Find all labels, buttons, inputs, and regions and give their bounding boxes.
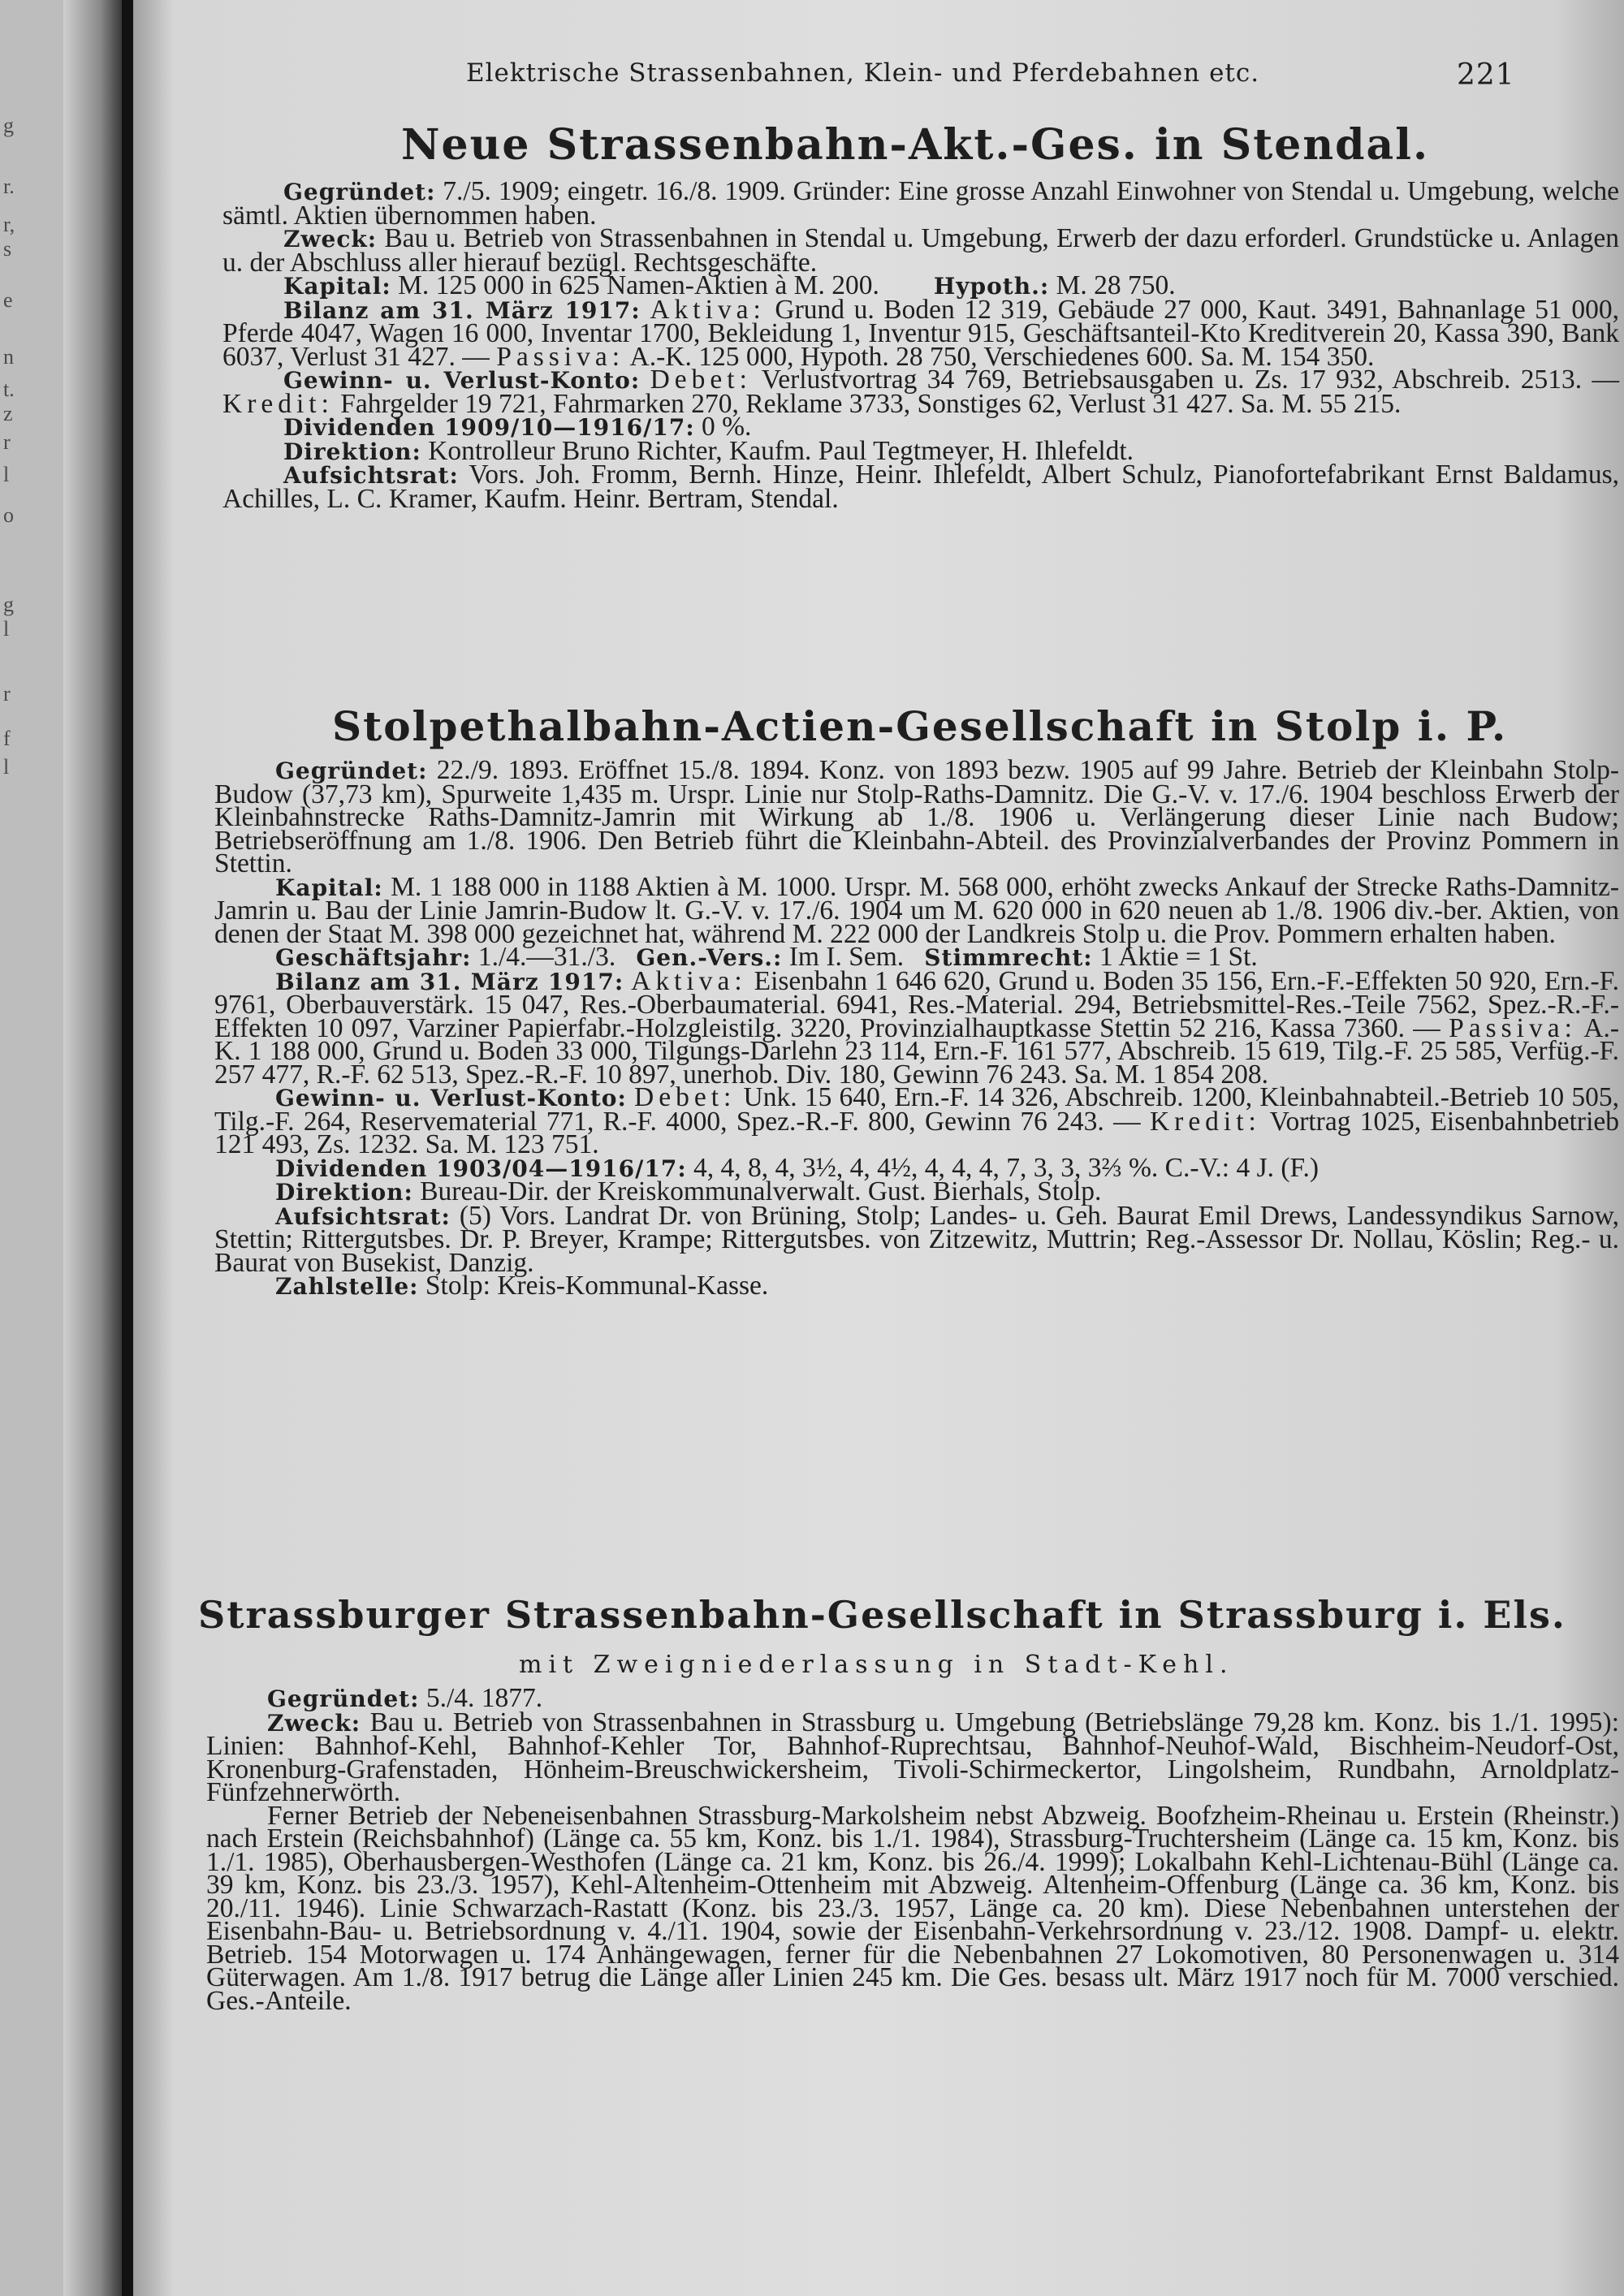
company-subtitle-strassburg: mit Zweigniederlassung in Stadt-Kehl.: [519, 1651, 1234, 1679]
prev-page-fragment: r,: [3, 213, 15, 236]
prev-page-fragment: s: [3, 237, 12, 261]
prev-page-fragment: f: [3, 727, 11, 750]
prev-page-fragment: l: [3, 463, 10, 486]
field-label: Gegründet:: [267, 1685, 420, 1712]
company-title-strassburg: Strassburger Strassenbahn-Gesellschaft in Strassburg i. Els.: [198, 1593, 1566, 1637]
field-text: 1./4.—31./3.: [477, 942, 616, 972]
prev-page-fragment: t.: [3, 378, 15, 401]
field-label: Gewinn- u. Verlust-Konto:: [283, 367, 641, 394]
field-label: Bilanz am 31. März 1917:: [283, 296, 641, 324]
field-text: Bureau-Dir. der Kreiskommunalverwalt. Gust. Bierhals, Stolp.: [420, 1176, 1102, 1206]
prev-page-fragment: g: [3, 114, 14, 137]
field-text: M. 28 750.: [1056, 270, 1176, 300]
field-text: Vortrag 1025, Eisenbahnbetrieb 121 493, Zs. 1232. Sa. M. 123 751.: [214, 1106, 1620, 1159]
field-text: Kontrolleur Bruno Richter, Kaufm. Paul Tegtmeyer, H. Ihlefeldt.: [428, 435, 1134, 466]
field-text: Verlustvortrag 34 769, Betriebsausgaben u. Zs. 17 932, Abschreib. 2513. —: [761, 365, 1620, 395]
field-sublabel: Debet:: [650, 365, 752, 395]
paragraph-text: Ferner Betrieb der Nebeneisenbahnen Strassburg-Markolsheim nebst Abzweig. Boofzheim-Rheinau u. Erstein (Rheinstr.) nach Erstein (Reichsbahnhof) (Länge ca. 55 km, Konz. bis 1./1. 1984), Strassburg-Truchtersheim (Länge ca. 15 km, Konz. bis 1./1. 1985), Oberhausbergen-Westhofen (Länge ca. 21 km, Konz. bis 26./4. 1999); Lokalbahn Kehl-Lichtenau-Bühl (Länge ca. 39 km, Konz. bis 23./3. 1957), Kehl-Altenheim-Ottenheim mit Abzweig. Altenheim-Offenburg (Länge ca. 36 km, Konz. bis 20./11. 1946). Linie Schwarzach-Rastatt (Konz. bis 23./3. 1957, Länge ca. 20 km). Diese Nebenbahnen unterstehen der Eisenbahn-Bau- u. Betriebsordnung v. 4./11. 1904, sowie der Eisenbahn-Verkehrsordnung v. 23./12. 1908. Dampf- u. elektr. Betrieb. 154 Motorwagen u. 174 Anhängewagen, ferner für die Nebenbahnen 27 Lokomotiven, 80 Personenwagen u. 314 Güterwagen. Am 1./8. 1917 betrug die Länge aller Linien 245 km. Die Ges. besass ult. März 1917 noch für M. 7000 verschied. Ges.-Anteile.: [206, 1800, 1619, 2016]
company-entry-stendal: [222, 176, 1620, 514]
field-label: Zahlstelle:: [275, 1273, 419, 1300]
field-sublabel: Aktiva:: [631, 965, 747, 996]
field-label: Direktion:: [283, 438, 421, 465]
field-label: Dividenden 1909/10—1916/17:: [283, 414, 695, 441]
field-label: Direktion:: [275, 1179, 413, 1206]
field-text: A.-K. 1 188 000, Grund u. Boden 33 000, Tilgungs-Darlehn 23 114, Ern.-F. 161 577, Abschreib. 15 619, Tilg.-F. 25 585, Verfüg.-F. 257 477, R.-F. 62 513, Spez.-R.-F. 10 897, unerhob. Div. 180, Gewinn 76 243. Sa. M. 1 854 208.: [214, 1012, 1620, 1090]
prev-page-fragment: r.: [3, 175, 15, 198]
field-label: Kapital:: [275, 874, 383, 901]
field-label: Geschäftsjahr:: [275, 944, 472, 971]
field-text: 0 %.: [702, 412, 752, 442]
prev-page-fragment: g: [3, 593, 14, 616]
field-text: Vors. Joh. Fromm, Bernh. Hinze, Heinr. Ihlefeldt, Albert Schulz, Pianofortefabrikant Ernst Baldamus, Achilles, L. C. Kramer, Kaufm. Heinr. Bertram, Stendal.: [222, 460, 1620, 514]
prev-page-fragment: r: [3, 682, 11, 706]
field-text: M. 125 000 in 625 Namen-Aktien à M. 200.: [398, 270, 879, 300]
prev-page-fragment: e: [3, 288, 13, 312]
field-text: Bau u. Betrieb von Strassenbahnen in Stendal u. Umgebung, Erwerb der dazu erforderl. Grundstücke u. Anlagen u. der Abschluss aller hierauf bezügl. Rechtsgeschäfte.: [222, 223, 1619, 278]
field-text: M. 1 188 000 in 1188 Aktien à M. 1000. Urspr. M. 568 000, erhöht zwecks Ankauf der Strecke Raths-Damnitz-Jamrin u. Bau der Linie Jamrin-Budow lt. G.-V. v. 17./6. 1904 um M. 620 000 in 620 neuen ab 1./8. 1906 div.-ber. Aktien, von denen der Staat M. 398 000 gezeichnet hat, während M. 222 000 der Landkreis Stolp u. die Prov. Pommern erhalten haben.: [214, 871, 1619, 949]
field-text: Grund u. Boden 12 319, Gebäude 27 000, Kaut. 3491, Bahnanlage 51 000, Pferde 4047, Wagen 16 000, Inventar 1700, Bekleidung 1, Inventur 915, Geschäftsanteil-Kto Kreditverein 20, Kassa 390, Bank 6037, Verlust 31 427. —: [222, 294, 1620, 372]
prev-page-fragment: n: [3, 345, 14, 369]
field-label: Zweck:: [283, 226, 378, 252]
company-title-stendal: Neue Strassenbahn-Akt.-Ges. in Stendal.: [401, 120, 1430, 170]
field-text: A.-K. 125 000, Hypoth. 28 750, Verschiedenes 600. Sa. M. 154 350.: [629, 341, 1375, 372]
field-label: Aufsichtsrat:: [283, 462, 459, 489]
previous-page-edge: [0, 0, 63, 2296]
field-text: 7./5. 1909; eingetr. 16./8. 1909. Gründer: Eine grosse Anzahl Einwohner von Stendal u. Umgebung, welche sämtl. Aktien übernommen haben.: [222, 176, 1620, 231]
field-label: Hypoth.:: [933, 273, 1050, 300]
prev-page-fragment: r: [3, 430, 11, 454]
prev-page-fragment: l: [3, 617, 10, 641]
field-sublabel: Aktiva:: [650, 294, 766, 325]
field-text: (5) Vors. Landrat Dr. von Brüning, Stolp; Landes- u. Geh. Baurat Emil Drews, Landessyndikus Sarnow, Stettin; Rittergutsbes. Dr. P. Breyer, Krampe; Rittergutsbes. von Zitzewitz, Muttrin; Reg.-Assessor Dr. Nollau, Köslin; Reg.- u. Baurat von Busekist, Danzig.: [214, 1200, 1620, 1278]
field-label: Gewinn- u. Verlust-Konto:: [275, 1085, 627, 1111]
field-sublabel: Kredit:: [222, 388, 334, 419]
field-label: Gegründet:: [275, 757, 428, 784]
field-label: Gen.-Vers.:: [636, 944, 783, 971]
field-text: Bau u. Betrieb von Strassenbahnen in Strassburg u. Umgebung (Betriebslänge 79,28 km. Konz. bis 1./1. 1995): Linien: Bahnhof-Kehl, Bahnhof-Kehler Tor, Bahnhof-Ruprechtsau, Bahnhof-Neuhof-Wald, Bischheim-Neudorf-Ost, Kronenburg-Grafenstaden, Hönheim-Breuschwickersheim, Tivoli-Schirmeckertor, Lingolsheim, Rundbahn, Arnoldplatz-Fünfzehnerwörth.: [206, 1707, 1620, 1807]
prev-page-fragment: o: [3, 503, 14, 527]
company-title-stolp: Stolpethalbahn-Actien-Gesellschaft in Stolp i. P.: [332, 702, 1508, 750]
field-text: Eisenbahn 1 646 620, Grund u. Boden 35 156, Ern.-F.-Effekten 50 920, Ern.-F. 9761, Oberbauverstärk. 15 047, Res.-Oberbaumaterial. 6941, Res.-Material. 294, Betriebsmittel-Res.-Teile 7562, Spez.-R.-F.-Effekten 10 097, Varziner Papierfabr.-Holzgleistilg. 3220, Provinzialhauptkasse Stettin 52 216, Kassa 7360. —: [214, 965, 1620, 1043]
field-text: 22./9. 1893. Eröffnet 15./8. 1894. Konz. von 1893 bezw. 1905 auf 99 Jahre. Betrieb der Kleinbahn Stolp-Budow (37,73 km), Spurweite 1,435 m. Urspr. Linie nur Stolp-Raths-Damnitz. Die G.-V. v. 17./6. 1904 beschloss Erwerb der Kleinbahnstrecke Raths-Damnitz-Jamrin mit Wirkung ab 1./8. 1906 u. Verlängerung dieser Linie nach Budow; Betriebseröffnung am 1./8. 1906. Den Betrieb führt die Kleinbahn-Abteil. des Provinzialverbandes der Provinz Pommern in Stettin.: [214, 755, 1620, 878]
field-label: Gegründet:: [283, 179, 436, 205]
company-entry-stolp: [214, 755, 1620, 1301]
field-label: Kapital:: [283, 273, 391, 300]
field-text: Im I. Sem.: [788, 942, 905, 972]
field-text: Fahrgelder 19 721, Fahrmarken 270, Reklame 3733, Sonstiges 62, Verlust 31 427. Sa. M. 55 215.: [340, 388, 1402, 419]
field-text: 4, 4, 8, 4, 3½, 4, 4½, 4, 4, 4, 7, 3, 3, 3⅔ %. C.-V.: 4 J. (F.): [693, 1152, 1320, 1183]
field-label: Dividenden 1903/04—1916/17:: [275, 1154, 687, 1182]
field-sublabel: Passiva:: [1449, 1012, 1577, 1043]
field-label: Zweck:: [267, 1709, 361, 1737]
book-page: [122, 0, 1624, 2296]
field-text: 1 Aktie = 1 St.: [1099, 942, 1258, 972]
prev-page-fragment: l: [3, 755, 10, 779]
field-sublabel: Passiva:: [496, 341, 624, 372]
field-text: 5./4. 1877.: [425, 1683, 543, 1713]
field-sublabel: Kredit:: [1149, 1106, 1261, 1137]
company-entry-strassburg: [206, 1683, 1620, 2016]
book-gutter: [63, 0, 130, 2296]
page-number: 221: [1457, 58, 1515, 92]
prev-page-fragment: z: [3, 402, 13, 425]
field-text: Unk. 15 640, Ern.-F. 14 326, Abschreib. 1200, Kleinbahnabteil.-Betrieb 10 505, Tilg.-F. 264, Reservematerial 771, R.-F. 4000, Spez.-R.-F. 800, Gewinn 76 243. —: [214, 1082, 1620, 1137]
field-sublabel: Debet:: [634, 1082, 736, 1112]
field-text: Stolp: Kreis-Kommunal-Kasse.: [425, 1271, 769, 1301]
field-label: Aufsichtsrat:: [275, 1202, 451, 1230]
field-label: Bilanz am 31. März 1917:: [275, 968, 624, 995]
running-head: Elektrische Strassenbahnen, Klein- und Pferdebahnen etc.: [466, 58, 1260, 88]
field-label: Stimmrecht:: [924, 944, 1093, 971]
